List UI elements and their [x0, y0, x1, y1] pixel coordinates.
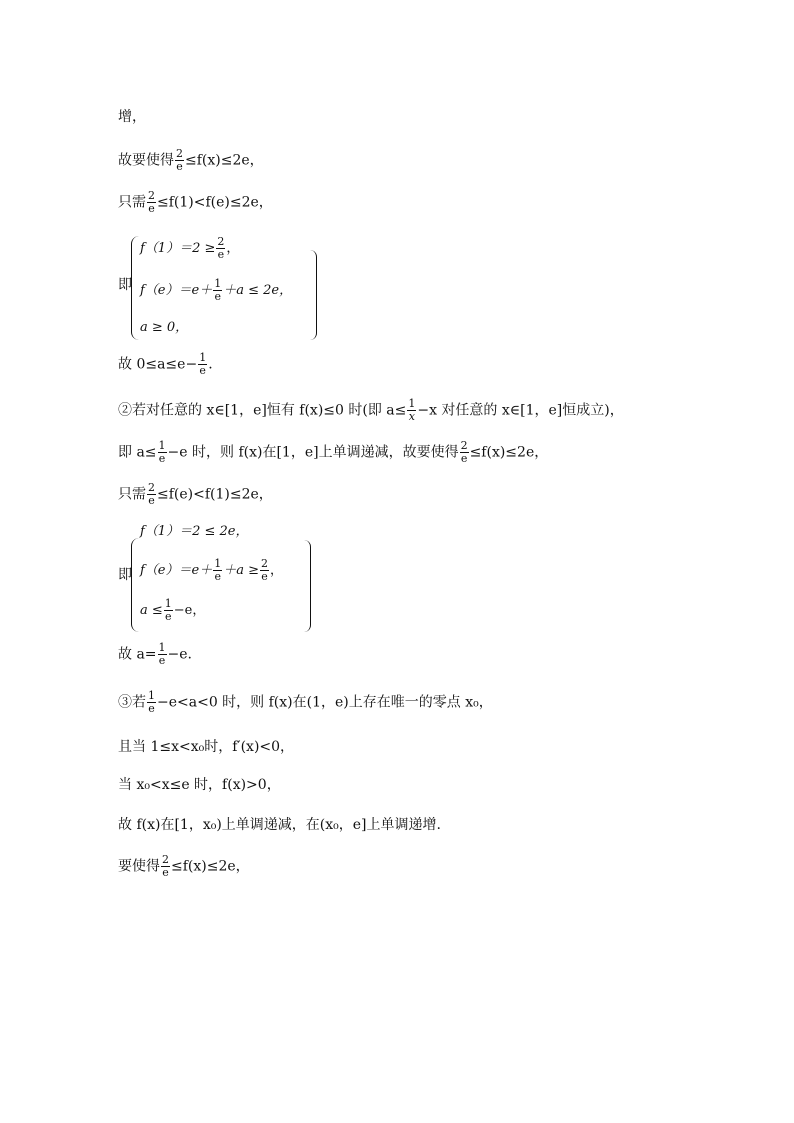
- text-line-10: [118, 642, 192, 667]
- fraction-2-over-e: $\frac{2}{e}$: [460, 439, 468, 465]
- fraction-1-over-e: $\frac{1}{e}$: [214, 277, 222, 303]
- fraction-2-over-e: $\frac{2}{e}$: [260, 557, 268, 583]
- system-row-2: f（e）＝e＋ $\frac{1}{e}$ ＋a ≥ $\frac{2}{e}$ ，: [140, 557, 283, 583]
- line-text: ③若: [118, 694, 146, 711]
- system-row-2: f（e）＝e＋ $\frac{1}{e}$ ＋a ≤ 2e，: [140, 277, 293, 303]
- equation-system-1: [118, 232, 338, 344]
- line-text: 故 0≤a≤e−: [118, 356, 198, 373]
- system-row-3: a ≤ $\frac{1}{e}$ −e，: [140, 597, 206, 623]
- fraction-1-over-e: $\frac{1}{e}$: [214, 557, 222, 583]
- system-label: 即: [118, 277, 132, 293]
- line-text: 即 a≤: [118, 444, 157, 461]
- line-text: 只需: [118, 486, 146, 503]
- fraction-1-over-e: $\frac{1}{e}$: [158, 641, 166, 667]
- equation-system-2: [118, 518, 338, 634]
- text-line-3: [118, 190, 273, 215]
- fraction-1-over-e: $\frac{1}{e}$: [148, 689, 155, 715]
- system-row-3: a ≥ 0，: [140, 320, 189, 335]
- text-line-2: [118, 148, 264, 173]
- right-bracket: [310, 250, 317, 340]
- system-row-1: f（1）＝2 ≥ $\frac{2}{e}$ ，: [140, 235, 240, 261]
- line-text: 故 a=: [118, 646, 157, 663]
- fraction-2-over-e: $\frac{2}{e}$: [217, 235, 225, 261]
- line-text: ≤f(e)<f(1)≤2e，: [157, 486, 273, 503]
- line-text: 故要使得: [118, 152, 174, 169]
- fraction-2-over-e: $\frac{2}{e}$: [176, 147, 183, 173]
- fraction-1-over-e: $\frac{1}{e}$: [158, 439, 166, 465]
- fraction-2-over-e: $\frac{2}{e}$: [148, 481, 155, 507]
- right-bracket: [304, 540, 311, 632]
- text-line-5: 故 0≤a≤e− $\frac{1}{e}$ .: [118, 351, 213, 377]
- fraction-1-over-x: $\frac{1}{x}$: [408, 397, 416, 423]
- line-text: 要使得: [118, 858, 160, 875]
- left-brace: [131, 538, 140, 632]
- line-text: −x 对任意的 x∈[1，e]恒成立)，: [417, 402, 624, 419]
- line-text: ≤f(x)≤2e，: [185, 152, 264, 169]
- line-text: ≤f(x)≤2e，: [171, 858, 250, 875]
- text-line-7: [118, 440, 548, 465]
- fraction-2-over-e: $\frac{2}{e}$: [162, 853, 169, 879]
- system-label: 即: [118, 567, 132, 583]
- fraction-1-over-e: $\frac{1}{e}$: [199, 351, 207, 377]
- left-brace: [131, 236, 140, 340]
- line-text: 当 x₀<x≤e 时，f(x)>0，: [118, 777, 281, 793]
- line-text: −e<a<0 时，则 f(x)在(1，e)上存在唯一的零点 x₀，: [157, 694, 493, 711]
- line-text: 只需: [118, 194, 146, 211]
- text-line-1: [118, 108, 146, 126]
- line-text: 且当 1≤x<x₀时，f′(x)<0，: [118, 739, 295, 755]
- line-text: 增，: [118, 109, 146, 125]
- text-line-12: [118, 738, 294, 756]
- text-line-11: [118, 690, 493, 715]
- text-line-8: [118, 482, 273, 507]
- line-text: ≤f(1)<f(e)≤2e，: [157, 194, 273, 211]
- line-text: ≤f(x)≤2e，: [469, 444, 549, 461]
- text-line-15: [118, 854, 250, 879]
- line-text: 故 f(x)在[1，x₀)上单调递减，在(x₀，e]上单调递增.: [118, 817, 441, 833]
- text-line-13: [118, 776, 281, 794]
- line-text: −e.: [167, 646, 192, 663]
- system-row-1: f（1）＝2 ≤ 2e，: [140, 524, 249, 539]
- fraction-2-over-e: $\frac{2}{e}$: [148, 189, 155, 215]
- text-line-6: [118, 398, 624, 423]
- fraction-1-over-e: $\frac{1}{e}$: [164, 597, 172, 623]
- line-text: ②若对任意的 x∈[1，e]恒有 f(x)≤0 时(即 a≤: [118, 402, 407, 419]
- text-line-14: [118, 816, 441, 834]
- line-text: −e 时，则 f(x)在[1，e]上单调递减，故要使得: [167, 444, 459, 461]
